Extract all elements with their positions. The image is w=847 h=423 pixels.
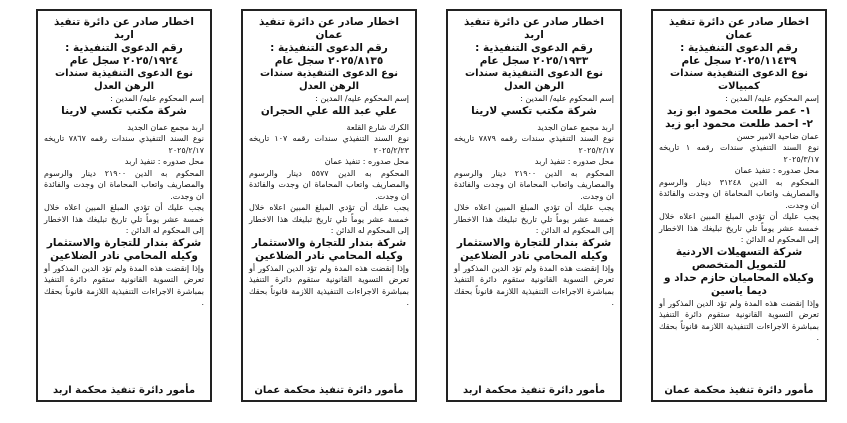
- notice-header: اخطار صادر عن دائرة تنفيذ عمان: [259, 16, 399, 41]
- case-number: ٢٠٢٥/١٩٢٤ سجل عام: [69, 55, 179, 67]
- issuing-office: محل صدوره : تنفيذ اربد: [534, 157, 614, 166]
- judgment-amount: المحكوم به الدين ٥٥٧٧ دينار والرسوم والمصاريف واتعاب المحاماة ان وجدت والفائدة ان وجدت.: [249, 168, 409, 201]
- debtor-address: الكرك شارع القلعة: [346, 122, 409, 132]
- case-type: نوع الدعوى التنفيذية سندات الرهن العدل: [55, 68, 193, 92]
- bond-info: نوع السند التنفيذي سندات رقمه ٧٨٧٩ تاريخه ٢٠٢٥/٢/١٧: [454, 134, 614, 155]
- bond-info: نوع السند التنفيذي سندات رقمه ١ تاريخه ٢٠٢٥/٣/١٧: [659, 143, 820, 164]
- case-number-label: رقم الدعوى التنفيذية :: [270, 42, 388, 54]
- case-number-label: رقم الدعوى التنفيذية :: [65, 42, 183, 54]
- enforcement-warning: وإذا إنقضت هذه المدة ولم تؤد الدين المذكور أو تعرض التسوية القانونية ستقوم دائرة التنفيذ بمباشرة الاجراءات التنفيذية اللازمة قانوناً بحقك .: [44, 263, 204, 307]
- debtor-label: إسم المحكوم عليه/ المدين :: [315, 94, 409, 103]
- case-number: ٢٠٢٥/١٩٣٣ سجل عام: [479, 55, 589, 67]
- notice-footer: مأمور دائرة تنفيذ محكمة عمان: [664, 385, 814, 396]
- creditor-lawyer: وكيلاه المحاميان حازم حداد و ديما ياسين: [664, 271, 814, 297]
- notice-card: [241, 9, 417, 402]
- bond-info: نوع السند التنفيذي سندات رقمه ١٠٧ تاريخه ٢٠٢٥/٢/٢٣: [249, 134, 409, 155]
- creditor-name: شركة بندار للتجارة والاستثمار: [251, 236, 407, 249]
- enforcement-warning: وإذا إنقضت هذه المدة ولم تؤد الدين المذكور أو تعرض التسوية القانونية ستقوم دائرة التنفيذ بمباشرة الاجراءات التنفيذية اللازمة قانوناً بحقك .: [249, 263, 409, 307]
- judgment-amount: المحكوم به الدين ٢١٩٠٠ دينار والرسوم والمصاريف واتعاب المحاماة ان وجدت والفائدة ان وجدت.: [454, 168, 614, 201]
- issuing-office: محل صدوره : تنفيذ اربد: [124, 157, 204, 166]
- enforcement-warning: وإذا إنقضت هذه المدة ولم تؤد الدين المذكور أو تعرض التسوية القانونية ستقوم دائرة التنفيذ بمباشرة الاجراءات التنفيذية اللازمة قانوناً بحقك .: [659, 298, 819, 342]
- debtor-label: إسم المحكوم عليه/ المدين :: [110, 94, 204, 103]
- bond-info: نوع السند التنفيذي سندات رقمه ٧٨٦٧ تاريخه ٢٠٢٥/٢/١٧: [44, 134, 204, 155]
- creditor-lawyer: وكيله المحامي نادر الضلاعين: [50, 249, 198, 262]
- notice-footer: مأمور دائرة تنفيذ محكمة عمان: [254, 385, 404, 396]
- payment-demand: يجب عليك أن تؤدي المبلغ المبين اعلاه خلال خمسة عشر يوماً تلي تاريخ تبليغك هذا الاخطار إلى المحكوم له الدائن :: [659, 212, 819, 244]
- creditor-lawyer: وكيله المحامي نادر الضلاعين: [255, 249, 403, 262]
- payment-demand: يجب عليك أن تؤدي المبلغ المبين اعلاه خلال خمسة عشر يوماً تلي تاريخ تبليغك هذا الاخطار إلى المحكوم له الدائن :: [44, 203, 204, 235]
- notice-footer: مأمور دائرة تنفيذ محكمة اربد: [462, 385, 606, 396]
- creditor-lawyer: وكيله المحامي نادر الضلاعين: [460, 249, 608, 262]
- issuing-office: محل صدوره : تنفيذ عمان: [324, 157, 409, 166]
- case-number-label: رقم الدعوى التنفيذية :: [680, 42, 798, 54]
- payment-demand: يجب عليك أن تؤدي المبلغ المبين اعلاه خلال خمسة عشر يوماً تلي تاريخ تبليغك هذا الاخطار إلى المحكوم له الدائن :: [249, 203, 409, 235]
- creditor-name: شركة بندار للتجارة والاستثمار: [456, 236, 612, 249]
- debtor-name: شركة مكتب تكسي لارينا: [471, 104, 597, 117]
- notice-footer: مأمور دائرة تنفيذ محكمة اربد: [52, 385, 196, 396]
- case-number-label: رقم الدعوى التنفيذية :: [475, 42, 593, 54]
- notice-header: اخطار صادر عن دائرة تنفيذ عمان: [669, 16, 809, 41]
- case-type: نوع الدعوى التنفيذية سندات كمبيالات: [670, 68, 808, 92]
- creditor-name: شركة بندار للتجارة والاستثمار: [46, 236, 202, 249]
- notice-card: [446, 9, 622, 402]
- issuing-office: محل صدوره : تنفيذ عمان: [734, 166, 819, 175]
- debtor-address: اربد مجمع عمان الجديد: [127, 122, 204, 132]
- case-number: ٢٠٢٥/٨١٣٥ سجل عام: [274, 55, 384, 67]
- notice-card: [36, 9, 212, 402]
- notice-header: اخطار صادر عن دائرة تنفيذ اربد: [54, 16, 194, 41]
- debtor-name: ٢- احمد طلعت محمود ابو زيد: [665, 117, 813, 130]
- debtor-label: إسم المحكوم عليه/ المدين :: [520, 94, 614, 103]
- debtor-name: ١- عمر طلعت محمود ابو زيد: [666, 104, 812, 117]
- creditor-name: شركة التسهيلات الاردنية للتمويل المتخصص: [675, 245, 803, 271]
- debtor-label: إسم المحكوم عليه/ المدين :: [725, 94, 819, 103]
- payment-demand: يجب عليك أن تؤدي المبلغ المبين اعلاه خلال خمسة عشر يوماً تلي تاريخ تبليغك هذا الاخطار إلى المحكوم له الدائن :: [454, 203, 614, 235]
- case-number: ٢٠٢٥/١١٤٣٩ سجل عام: [681, 55, 797, 67]
- debtor-name: علي عبد الله علي الحجران: [260, 104, 398, 117]
- case-type: نوع الدعوى التنفيذية سندات الرهن العدل: [465, 68, 603, 92]
- debtor-name: شركة مكتب تكسي لارينا: [61, 104, 187, 117]
- case-type: نوع الدعوى التنفيذية سندات الرهن العدل: [260, 68, 398, 92]
- notice-header: اخطار صادر عن دائرة تنفيذ اربد: [464, 16, 604, 41]
- enforcement-warning: وإذا إنقضت هذه المدة ولم تؤد الدين المذكور أو تعرض التسوية القانونية ستقوم دائرة التنفيذ بمباشرة الاجراءات التنفيذية اللازمة قانوناً بحقك .: [454, 263, 614, 307]
- notice-card: [651, 9, 827, 402]
- judgment-amount: المحكوم به الدين ٣١٢٤٨ دينار والرسوم والمصاريف واتعاب المحاماة ان وجدت والفائدة ان وجدت.: [659, 177, 819, 210]
- debtor-address: عمان ضاحية الامير حسن: [736, 131, 819, 141]
- debtor-address: اربد مجمع عمان الجديد: [537, 122, 614, 132]
- judgment-amount: المحكوم به الدين ٢١٩٠٠ دينار والرسوم والمصاريف واتعاب المحاماة ان وجدت والفائدة ان وجدت.: [44, 168, 204, 201]
